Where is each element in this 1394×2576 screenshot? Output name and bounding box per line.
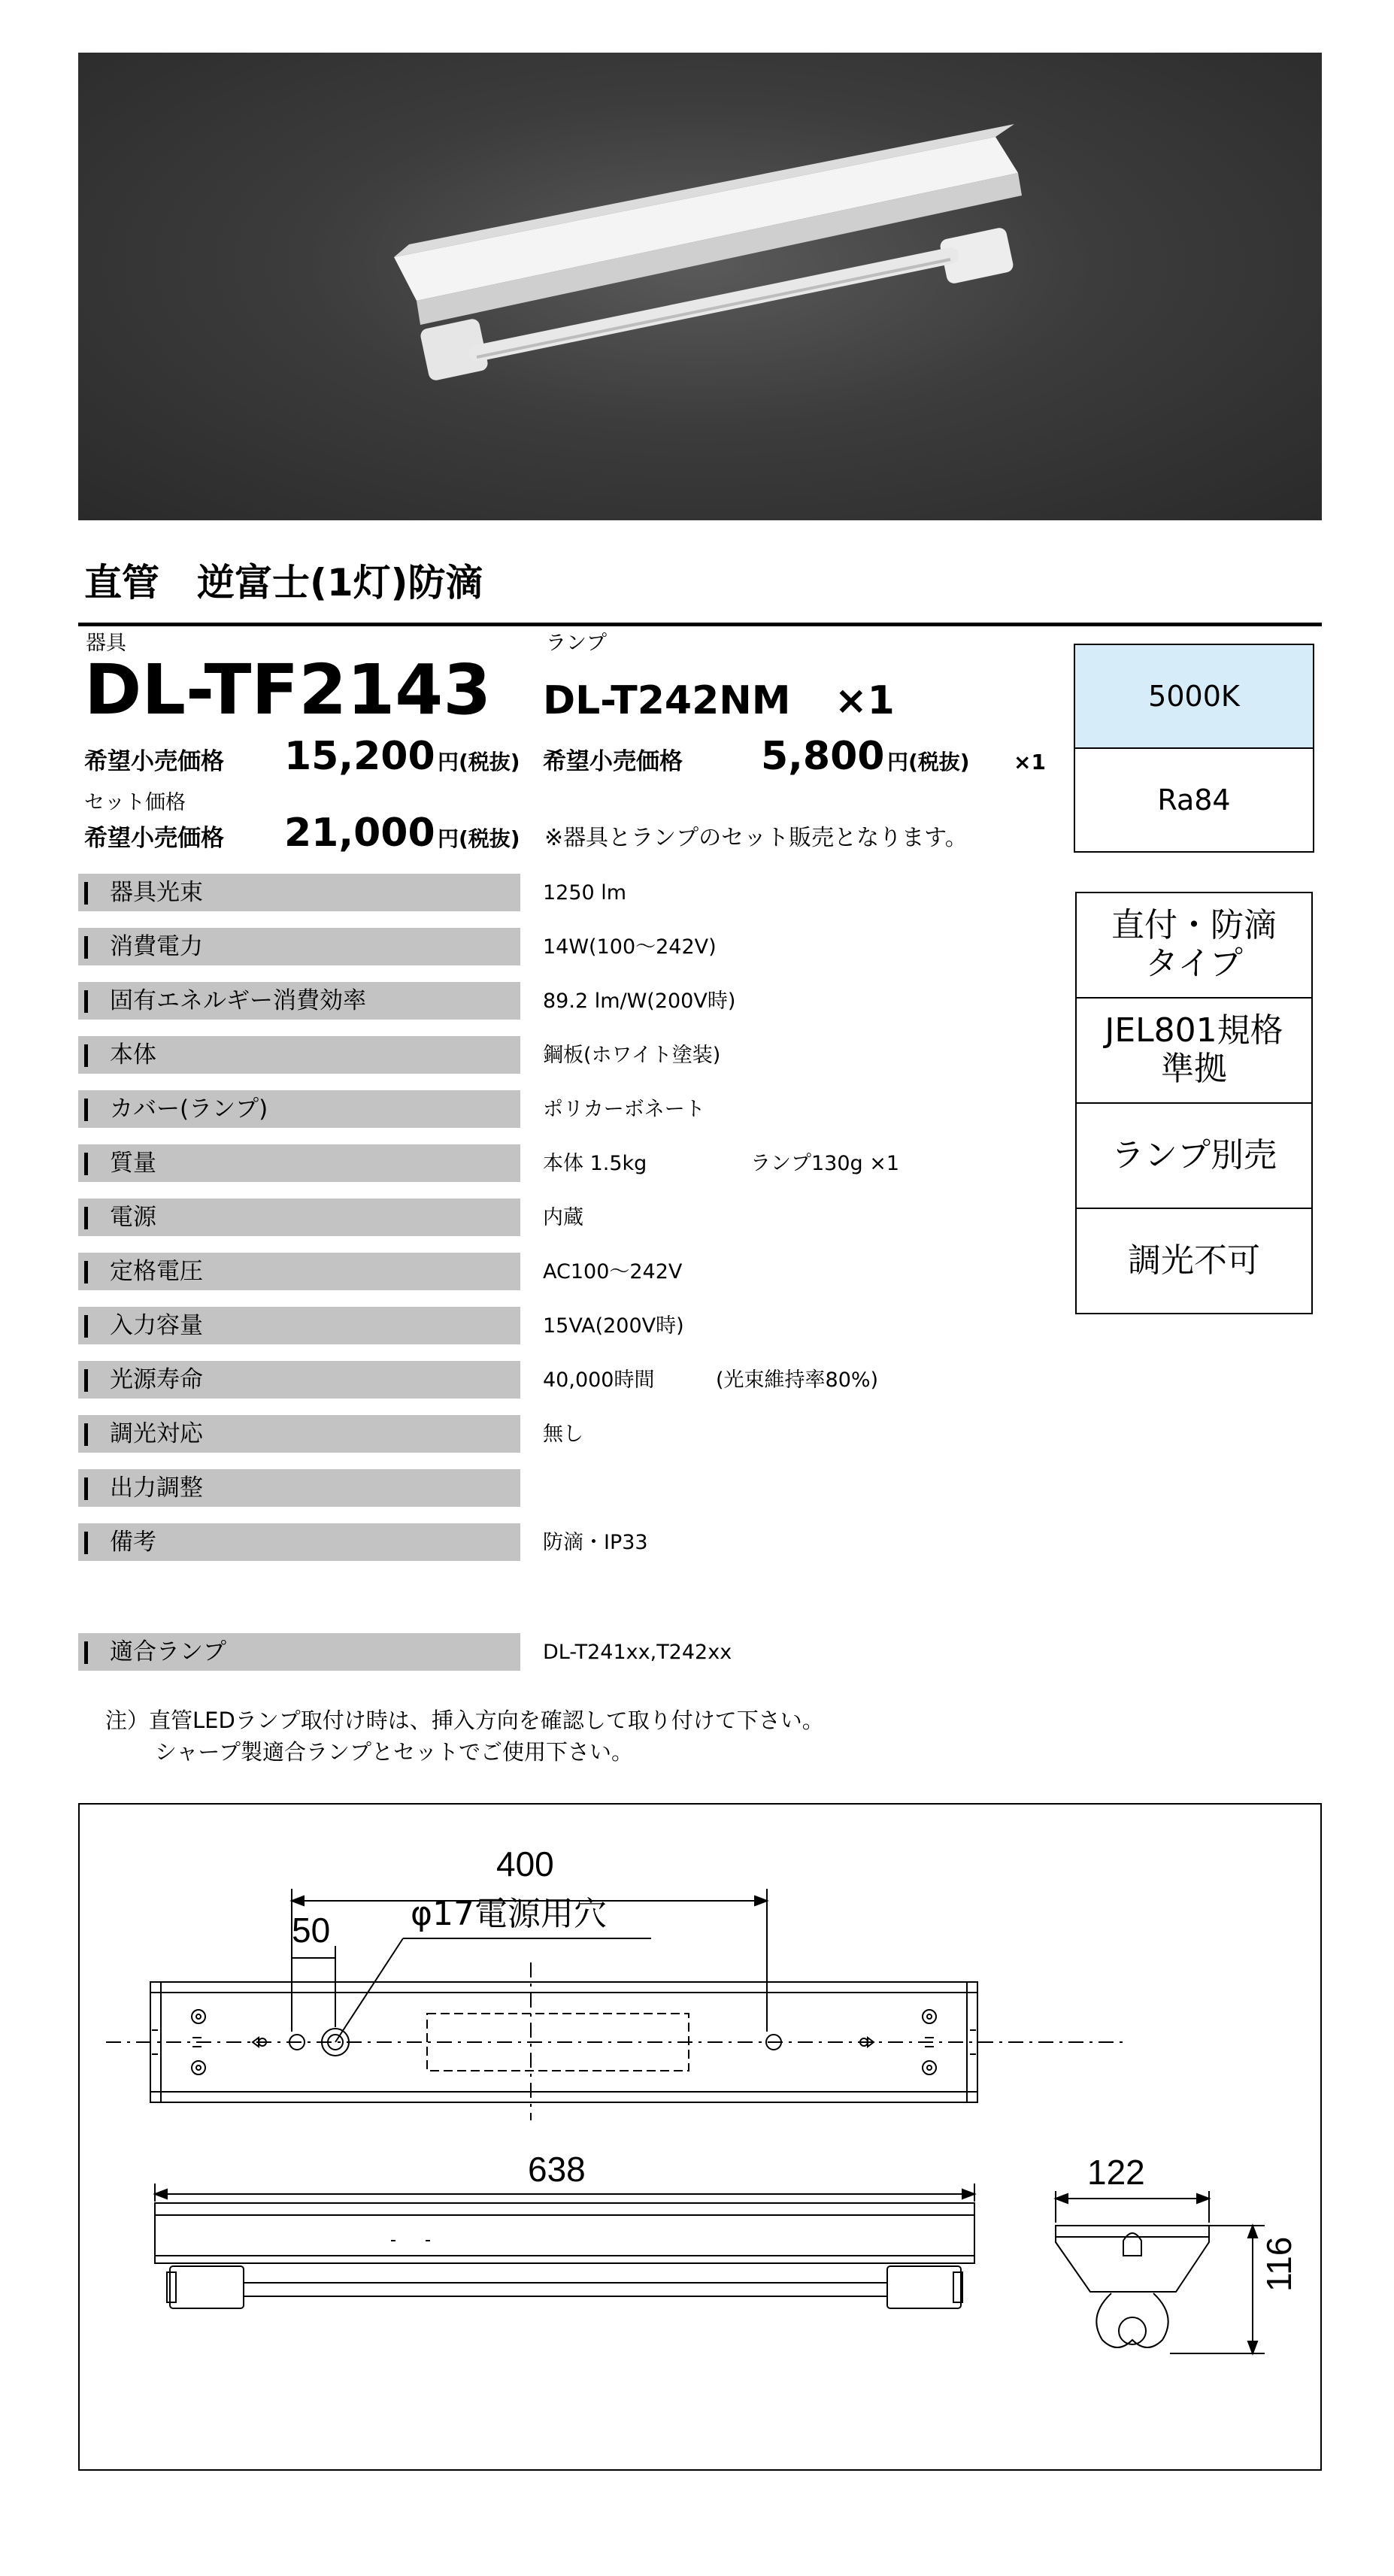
spec-label: 出力調整: [110, 1474, 203, 1502]
lamp-label: ランプ: [546, 632, 607, 655]
badge-lamp-separate: [1075, 1102, 1313, 1209]
spec-value: 40,000時間: [543, 1368, 655, 1392]
spec-label: 質量: [110, 1150, 156, 1177]
dimension-drawing: [78, 1803, 1322, 2471]
spec-label: 電源: [110, 1204, 156, 1231]
badge-line: タイプ: [1145, 944, 1243, 983]
fixture-price-unit: 円(税抜): [438, 750, 520, 774]
spec-value: 本体 1.5kg: [543, 1152, 647, 1175]
spec-label: 器具光束: [110, 879, 203, 906]
lamp-price-unit: 円(税抜): [887, 750, 970, 774]
set-price: 21,000: [284, 811, 435, 856]
badge-mount-type: [1075, 892, 1313, 999]
side-view: [155, 2203, 974, 2308]
spec-value: 15VA(200V時): [543, 1314, 684, 1338]
spec-row: [78, 1307, 520, 1344]
spec-row: [78, 928, 520, 965]
spec-value: 1250 lm: [543, 881, 627, 905]
spec-value: DL-T241xx,T242xx: [543, 1641, 732, 1664]
badge-no-dimming: [1075, 1208, 1313, 1314]
spec-value-secondary: ランプ130g ×1: [750, 1152, 900, 1175]
badge-line: JEL801規格: [1105, 1011, 1283, 1050]
spec-label: 本体: [110, 1041, 156, 1068]
spec-label: 適合ランプ: [110, 1638, 226, 1665]
spec-row: [78, 982, 520, 1020]
badge-line: 直付・防滴: [1111, 906, 1277, 945]
lamp-price-label: 希望小売価格: [543, 748, 683, 775]
set-price-note: ※器具とランプのセット販売となります。: [544, 825, 968, 851]
dim-50: 50: [292, 1911, 331, 1950]
lamp-model: DL-T242NM: [543, 678, 791, 723]
fixture-price: 15,200: [284, 734, 435, 779]
badge-standard: [1075, 997, 1313, 1104]
drawing-svg: [80, 1805, 1320, 2469]
badge-line: 準拠: [1161, 1050, 1227, 1088]
spec-label: 消費電力: [110, 933, 203, 960]
note-line-1: 注）直管LEDランプ取付け時は、挿入方向を確認して取り付けて下さい。: [105, 1708, 824, 1733]
lamp-qty: ×1: [835, 678, 895, 723]
ra-cell: Ra84: [1157, 783, 1231, 817]
spec-row-compatible-lamp: [78, 1633, 520, 1671]
spec-row: [78, 1361, 520, 1399]
badge-line: ランプ別売: [1111, 1135, 1277, 1174]
spec-label: 入力容量: [110, 1312, 203, 1339]
lamp-price-qty: ×1: [1014, 750, 1046, 774]
end-view: [1056, 2226, 1209, 2347]
top-view: [106, 1962, 1125, 2120]
spec-value: 防滴・IP33: [543, 1531, 648, 1554]
spec-value-secondary: (光束維持率80%): [716, 1368, 879, 1392]
spec-value: 鋼板(ホワイト塗装): [543, 1044, 721, 1067]
spec-row: [78, 1469, 520, 1507]
spec-row: [78, 1199, 520, 1236]
badge-line: 調光不可: [1128, 1241, 1260, 1280]
spec-label: 定格電圧: [110, 1258, 203, 1285]
spec-label: 調光対応: [110, 1420, 203, 1447]
spec-row: [78, 1036, 520, 1074]
note-line-2: シャープ製適合ランプとセットでご使用下さい。: [155, 1739, 633, 1765]
spec-value: 無し: [543, 1423, 583, 1446]
spec-value: AC100～242V: [543, 1260, 683, 1283]
spec-value: 14W(100～242V): [543, 935, 717, 959]
fixture-photo-illustration: [78, 53, 1322, 520]
spec-row: [78, 1090, 520, 1128]
spec-value: 内蔵: [543, 1206, 583, 1229]
fixture-price-label: 希望小売価格: [84, 748, 224, 775]
lamp-price: 5,800: [761, 734, 885, 779]
hole-label: φ17電源用穴: [411, 1895, 608, 1933]
fixture-model: DL-TF2143: [84, 650, 492, 730]
set-price-label: 希望小売価格: [84, 825, 224, 852]
product-photo: [78, 53, 1322, 520]
set-price-caption: セット価格: [84, 791, 186, 814]
cct-cell: 5000K: [1075, 645, 1313, 749]
spec-row: [78, 1415, 520, 1453]
spec-label: 備考: [110, 1529, 156, 1556]
page-title: 直管 逆富士(1灯)防滴: [84, 561, 483, 605]
spec-label: 光源寿命: [110, 1366, 203, 1393]
set-price-unit: 円(税抜): [438, 826, 520, 851]
dim-122: 122: [1087, 2153, 1145, 2192]
spec-value: 89.2 lm/W(200V時): [543, 989, 736, 1013]
color-box: [1074, 644, 1314, 853]
spec-row: [78, 1144, 520, 1182]
dim-638: 638: [528, 2150, 586, 2189]
spec-label: 固有エネルギー消費効率: [110, 987, 366, 1014]
spec-row: [78, 1523, 520, 1561]
title-rule: [78, 623, 1322, 626]
fixture-label: 器具: [86, 632, 126, 655]
spec-label: カバー(ランプ): [110, 1096, 268, 1123]
dim-116: 116: [1259, 2236, 1299, 2292]
spec-row: [78, 874, 520, 911]
spec-row: [78, 1253, 520, 1290]
spec-value: ポリカーボネート: [543, 1098, 705, 1121]
dim-400: 400: [496, 1844, 554, 1884]
